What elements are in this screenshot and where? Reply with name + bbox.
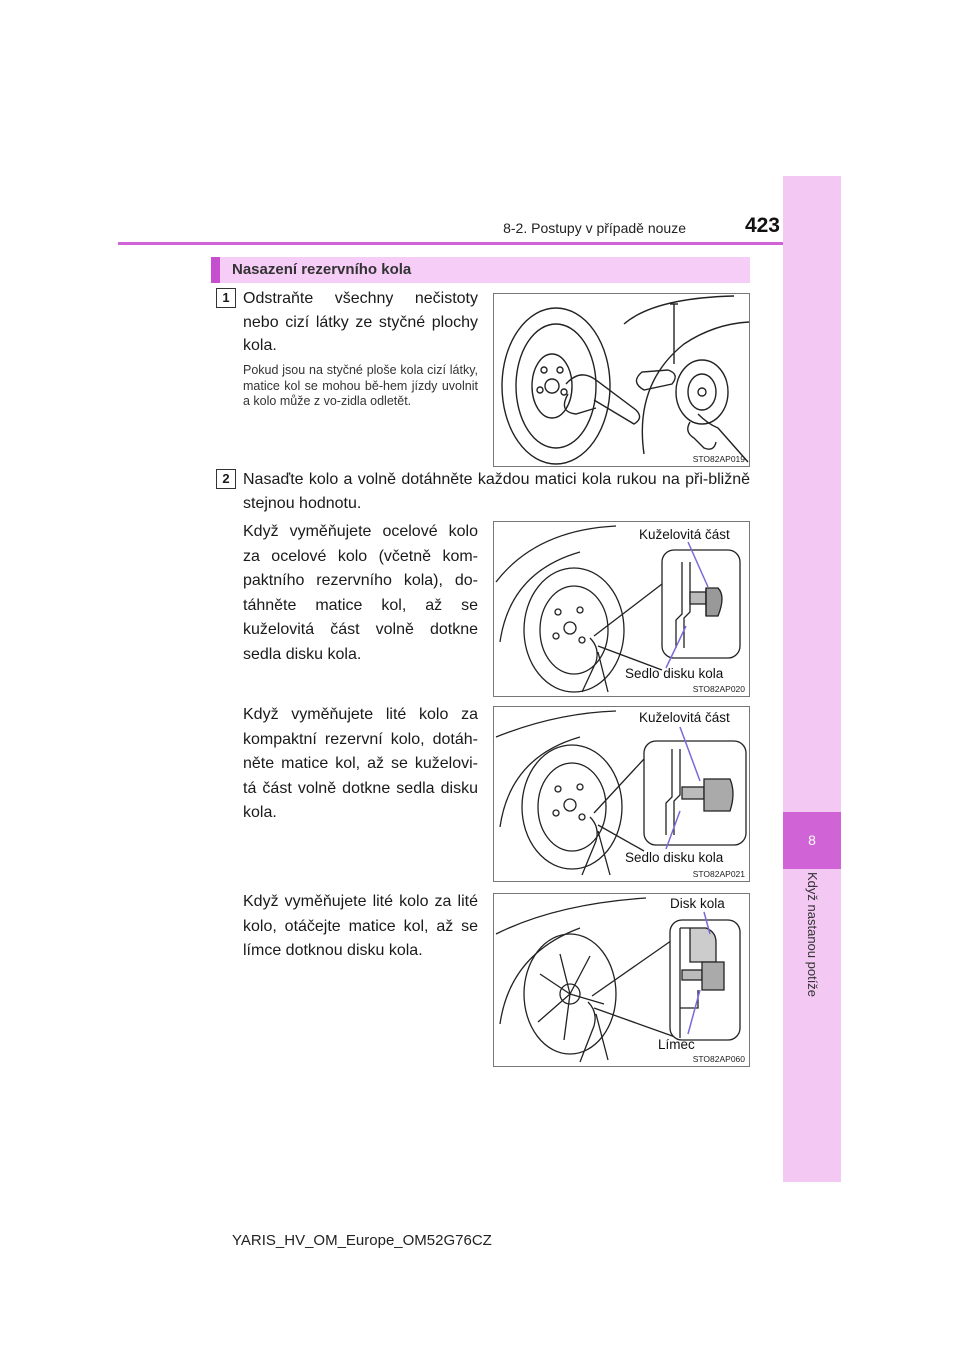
figure-code: STO82AP021	[692, 869, 745, 879]
label-tapered-part: Kuželovitá část	[639, 527, 730, 542]
label-wheel-seat: Sedlo disku kola	[625, 666, 724, 681]
figure-code: STO82AP019	[692, 454, 745, 464]
figure-clean-wheel	[493, 293, 750, 467]
label-tapered-part: Kuželovitá část	[639, 710, 730, 725]
label-collar: Límec	[658, 1037, 695, 1052]
label-wheel-seat: Sedlo disku kola	[625, 850, 724, 865]
step-2-text: Nasaďte kolo a volně dotáhněte každou matici kola rukou na při-bližně stejnou hodnotu.	[243, 471, 750, 512]
step-1-text: Odstraňte všechny nečistoty nebo cizí látky ze styčné plochy kola.	[243, 290, 478, 354]
wheel-cleaning-illustration	[494, 294, 750, 467]
section-banner	[211, 257, 750, 283]
case-alloy-to-compact-text: Když vyměňujete lité kolo za kompaktní rezervní kolo, dotáh-něte matice kol, až se kuželovi-tá část volně dotkne sedla disku kola.	[243, 706, 478, 821]
figure-alloy-compact-nut	[493, 706, 750, 882]
case-steel-to-steel-text: Když vyměňujete ocelové kolo za ocelové kolo (včetně kom-paktního rezervního kola), do-táhněte matice kol, až se kuželovitá část volně dotkne sedla disku kola.	[243, 523, 478, 663]
alloy-nut-illustration	[494, 894, 750, 1067]
page-number: 423	[744, 214, 780, 237]
chapter-number: 8	[808, 832, 816, 848]
step-number-2: 2	[216, 469, 236, 489]
figure-steel-wheel-nut	[493, 521, 750, 697]
label-wheel-disc: Disk kola	[670, 896, 725, 911]
step-1-note: Pokud jsou na styčné ploše kola cizí látky, matice kol se mohou bě-hem jízdy uvolnit a kolo může z vo-zidla odletět.	[243, 363, 478, 408]
figure-code: STO82AP060	[692, 1054, 745, 1064]
chapter-number-box	[783, 812, 841, 869]
header-divider	[118, 242, 783, 245]
section-title: Nasazení rezervního kola	[232, 261, 412, 278]
chapter-title-vertical: Když nastanou potíže	[805, 872, 820, 998]
footer-document-id: YARIS_HV_OM_Europe_OM52G76CZ	[232, 1232, 492, 1249]
case-alloy-to-alloy-text: Když vyměňujete lité kolo za lité kolo, otáčejte matice kol, až se límce dotknou disku kola.	[243, 893, 478, 959]
figure-alloy-alloy-nut	[493, 893, 750, 1067]
header-section-title: 8-2. Postupy v případě nouze	[503, 220, 686, 236]
figure-code: STO82AP020	[692, 684, 745, 694]
step-number-1: 1	[216, 288, 236, 308]
